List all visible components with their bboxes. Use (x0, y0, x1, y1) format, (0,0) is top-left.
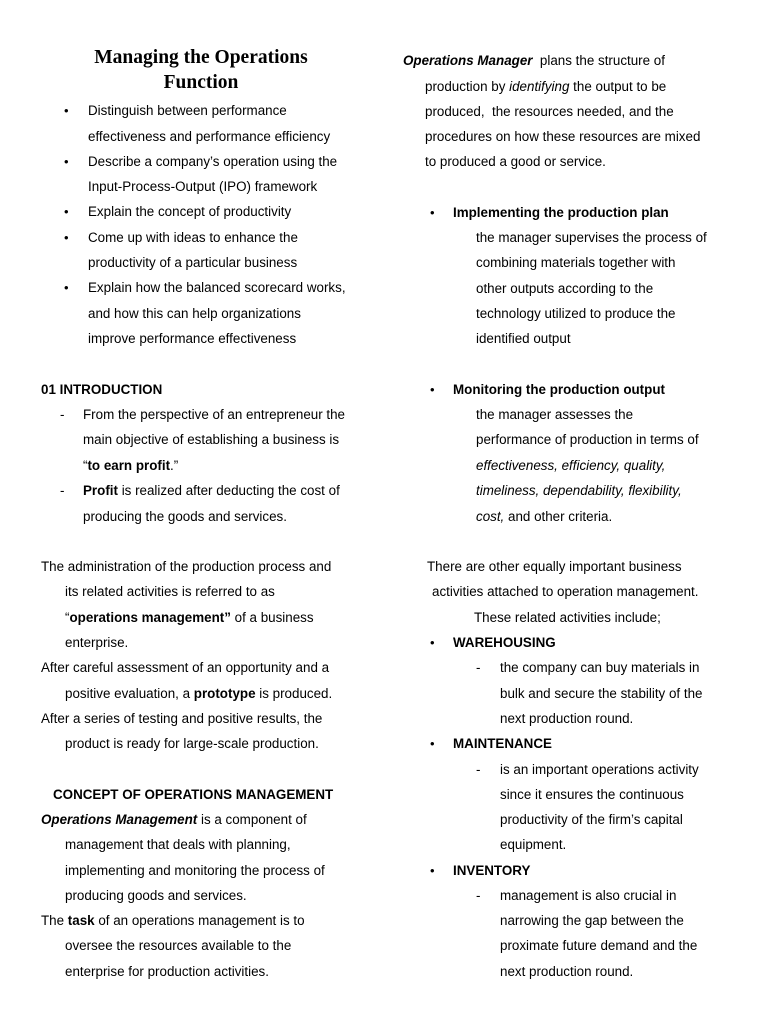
manager-line-1 (403, 48, 665, 73)
inventory-line-2: narrowing the gap between the (500, 913, 684, 928)
text: production by (425, 79, 510, 94)
monitoring-line-4: timeliness, dependability, flexibility, (476, 483, 682, 498)
text: The (41, 913, 68, 928)
inventory-line-1: management is also crucial in (500, 888, 677, 903)
testing-line-1: After a series of testing and positive results, the (41, 711, 323, 726)
assessment-line-1: After careful assessment of an opportunity and a (41, 660, 330, 675)
dash: - (60, 407, 65, 422)
monitoring-heading: Monitoring the production output (453, 382, 665, 397)
bold-phrase: Profit (83, 483, 118, 498)
concept-line-3: implementing and monitoring the process of (65, 863, 325, 878)
warehousing-line-3: next production round. (500, 711, 634, 726)
italic-phrase: cost, (476, 509, 505, 524)
testing-line-2: product is ready for large-scale production. (65, 736, 319, 751)
objective-2-line-1: Describe a company’s operation using the (88, 154, 338, 169)
admin-line-3 (65, 605, 314, 630)
text: plans the structure of (532, 53, 665, 68)
task-line-1 (41, 908, 305, 933)
open-quote: “ (83, 458, 88, 473)
bullet: • (430, 635, 435, 650)
close-quote: .” (170, 458, 179, 473)
implementing-line-4: technology utilized to produce the (476, 306, 676, 321)
text: the output to be (569, 79, 667, 94)
text: positive evaluation, a (65, 686, 194, 701)
text: of an operations management is to (94, 913, 305, 928)
dash: - (476, 888, 481, 903)
intro-p1-line-2: main objective of establishing a business is (83, 432, 340, 447)
objective-4-line-2: productivity of a particular business (88, 255, 298, 270)
inventory-heading: INVENTORY (453, 863, 531, 878)
maintenance-line-3: productivity of the firm’s capital (500, 812, 683, 827)
bullet: • (430, 382, 435, 397)
title-line-1: Managing the Operations (94, 47, 308, 68)
assessment-line-2 (65, 681, 332, 706)
objective-5-line-3: improve performance effectiveness (88, 331, 297, 346)
bullet: • (430, 736, 435, 751)
bold-phrase: to earn profit (87, 458, 171, 473)
monitoring-line-5 (476, 504, 612, 529)
objective-1-line-2: effectiveness and performance efficiency (88, 129, 331, 144)
monitoring-line-2: performance of production in terms of (476, 432, 699, 447)
bullet: • (64, 204, 69, 219)
bullet: • (64, 280, 69, 295)
intro-p1-line-3 (83, 453, 178, 478)
bold-phrase: operations management” (69, 610, 231, 625)
other-line-2: activities attached to operation management. (432, 584, 699, 599)
manager-line-3: produced, the resources needed, and the (425, 104, 674, 119)
text: is produced. (255, 686, 333, 701)
concept-heading: CONCEPT OF OPERATIONS MANAGEMENT (53, 787, 334, 802)
admin-line-2: its related activities is referred to as (65, 584, 275, 599)
implementing-line-2: combining materials together with (476, 255, 676, 270)
italic-phrase: identifying (509, 79, 570, 94)
objective-4-line-1: Come up with ideas to enhance the (88, 230, 298, 245)
bullet: • (64, 230, 69, 245)
objective-2-line-2: Input-Process-Output (IPO) framework (88, 179, 318, 194)
bold-italic-phrase: Operations Manager (403, 53, 533, 68)
concept-line-2: management that deals with planning, (65, 837, 291, 852)
intro-p2-line-2: producing the goods and services. (83, 509, 287, 524)
intro-p2-line-1 (83, 478, 340, 503)
maintenance-heading: MAINTENANCE (453, 736, 552, 751)
inventory-line-3: proximate future demand and the (500, 938, 698, 953)
implementing-line-5: identified output (476, 331, 571, 346)
page-title (50, 45, 352, 95)
other-line-1: There are other equally important business (427, 559, 682, 574)
task-line-2: oversee the resources available to the (65, 938, 292, 953)
maintenance-line-1: is an important operations activity (500, 762, 699, 777)
bold-italic-phrase: Operations Management (41, 812, 198, 827)
manager-line-4: procedures on how these resources are mixed (425, 129, 701, 144)
intro-heading: 01 INTRODUCTION (41, 382, 163, 397)
text: is a component of (197, 812, 307, 827)
open-quote: “ (65, 610, 70, 625)
manager-line-2 (425, 74, 666, 99)
objective-5-line-1: Explain how the balanced scorecard works, (88, 280, 346, 295)
implementing-line-3: other outputs according to the (476, 281, 654, 296)
warehousing-line-2: bulk and secure the stability of the (500, 686, 703, 701)
intro-p1-line-1: From the perspective of an entrepreneur the (83, 407, 346, 422)
monitoring-line-1: the manager assesses the (476, 407, 634, 422)
bold-phrase: task (67, 913, 95, 928)
title-line-2: Function (163, 72, 239, 93)
dash: - (60, 483, 65, 498)
warehousing-line-1: the company can buy materials in (500, 660, 700, 675)
bullet: • (430, 863, 435, 878)
maintenance-line-2: since it ensures the continuous (500, 787, 684, 802)
bullet: • (64, 154, 69, 169)
admin-line-1: The administration of the production process and (41, 559, 332, 574)
dash: - (476, 762, 481, 777)
bold-phrase: prototype (193, 686, 256, 701)
concept-line-4: producing goods and services. (65, 888, 247, 903)
implementing-line-1: the manager supervises the process of (476, 230, 707, 245)
objective-1-line-1: Distinguish between performance (88, 103, 287, 118)
text: is realized after deducting the cost of (117, 483, 340, 498)
maintenance-line-4: equipment. (500, 837, 567, 852)
bullet: • (64, 103, 69, 118)
implementing-heading: Implementing the production plan (453, 205, 669, 220)
warehousing-heading: WAREHOUSING (453, 635, 556, 650)
manager-line-5: to produced a good or service. (425, 154, 606, 169)
objective-3-line-1: Explain the concept of productivity (88, 204, 292, 219)
dash: - (476, 660, 481, 675)
monitoring-line-3: effectiveness, efficiency, quality, (476, 458, 666, 473)
bullet: • (430, 205, 435, 220)
objective-5-line-2: and how this can help organizations (88, 306, 301, 321)
inventory-line-4: next production round. (500, 964, 634, 979)
task-line-3: enterprise for production activities. (65, 964, 269, 979)
text: and other criteria. (504, 509, 613, 524)
other-line-3: These related activities include; (474, 610, 661, 625)
text: of a business (230, 610, 314, 625)
concept-line-1 (41, 807, 307, 832)
admin-line-4: enterprise. (65, 635, 129, 650)
